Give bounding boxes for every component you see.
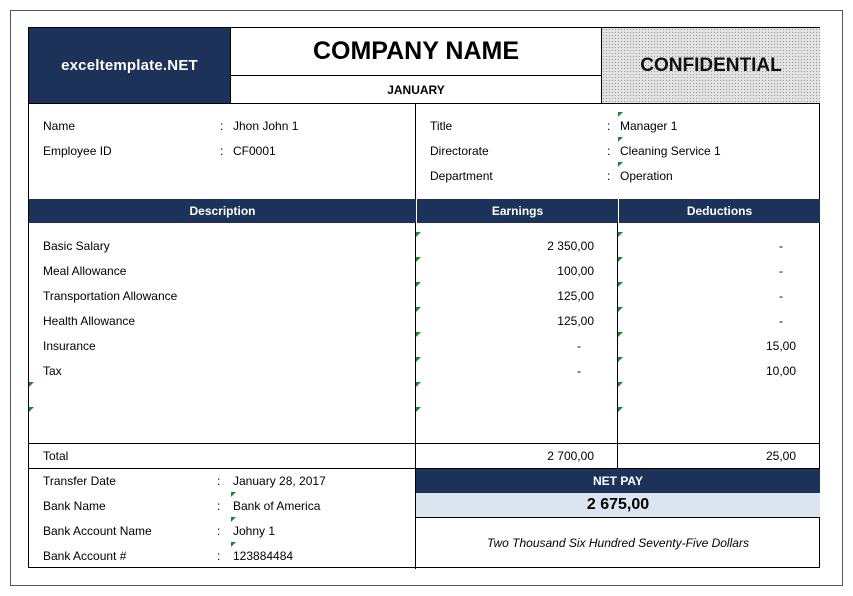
pay-month: JANUARY	[387, 82, 445, 97]
deductions-header: Deductions	[618, 199, 820, 223]
net-pay-in-words: Two Thousand Six Hundred Seventy-Five Dollars	[487, 536, 749, 550]
cell-marker	[231, 492, 236, 497]
cell-marker	[416, 257, 421, 262]
total-label: Total	[43, 449, 69, 463]
bank-account-name-label: Bank Account Name	[43, 524, 152, 538]
cell-marker	[618, 282, 623, 287]
separator: :	[217, 499, 221, 513]
cell-marker	[618, 357, 623, 362]
deductions-cell: -	[779, 314, 783, 328]
separator: :	[220, 144, 224, 158]
cell-marker	[231, 517, 236, 522]
table-row: Health Allowance	[43, 314, 136, 328]
cell-marker	[618, 232, 623, 237]
cell-marker	[416, 407, 421, 412]
directorate-value: Cleaning Service 1	[620, 144, 721, 158]
deductions-cell: -	[779, 289, 783, 303]
cell-marker	[618, 162, 623, 167]
cell-marker	[29, 382, 34, 387]
separator: :	[607, 119, 611, 133]
table-row: Meal Allowance	[43, 264, 127, 278]
cell-marker	[618, 257, 623, 262]
description-header: Description	[29, 199, 416, 223]
cell-marker	[618, 382, 623, 387]
cell-marker	[29, 407, 34, 412]
name-label: Name	[43, 119, 76, 133]
cell-marker	[618, 307, 623, 312]
earnings-cell: 125,00	[557, 314, 594, 328]
cell-marker	[618, 407, 623, 412]
title-value: Manager 1	[620, 119, 678, 133]
earnings-header: Earnings	[416, 199, 618, 223]
earnings-cell: -	[577, 339, 581, 353]
separator: :	[217, 524, 221, 538]
cell-marker	[416, 282, 421, 287]
total-deductions: 25,00	[765, 449, 796, 463]
department-label: Department	[430, 169, 493, 183]
bank-account-number-value: 123884484	[233, 549, 294, 563]
transfer-date-label: Transfer Date	[43, 474, 116, 488]
earnings-cell: 100,00	[557, 264, 594, 278]
cell-marker	[231, 542, 236, 547]
cell-marker	[416, 357, 421, 362]
separator: :	[217, 474, 221, 488]
deductions-cell: 10,00	[765, 364, 796, 378]
payslip-sheet	[28, 27, 820, 568]
title-label: Title	[430, 119, 453, 133]
divider	[415, 103, 416, 199]
divider	[29, 443, 820, 444]
bank-account-name-value: Johny 1	[233, 524, 276, 538]
bank-name-label: Bank Name	[43, 499, 106, 513]
earnings-cell: -	[577, 364, 581, 378]
deductions-cell: -	[779, 264, 783, 278]
earnings-cell: 125,00	[557, 289, 594, 303]
name-value: Jhon John 1	[233, 119, 299, 133]
directorate-label: Directorate	[430, 144, 489, 158]
deductions-cell: -	[779, 239, 783, 253]
total-earnings: 2 700,00	[547, 449, 594, 463]
earnings-cell: 2 350,00	[547, 239, 594, 253]
bank-name-value: Bank of America	[233, 499, 321, 513]
separator: :	[607, 144, 611, 158]
cell-marker	[618, 137, 623, 142]
net-pay-header: NET PAY	[416, 469, 820, 493]
separator: :	[217, 549, 221, 563]
cell-marker	[618, 112, 623, 117]
bank-account-number-label: Bank Account #	[43, 549, 127, 563]
department-value: Operation	[620, 169, 673, 183]
confidential-stamp: CONFIDENTIAL	[601, 28, 820, 103]
cell-marker	[416, 382, 421, 387]
separator: :	[220, 119, 224, 133]
employee-id-value: CF0001	[233, 144, 276, 158]
cell-marker	[416, 307, 421, 312]
table-row: Insurance	[43, 339, 96, 353]
company-name: COMPANY NAME	[231, 28, 601, 76]
table-row: Tax	[43, 364, 62, 378]
cell-marker	[416, 332, 421, 337]
logo: exceltemplate.NET	[29, 28, 231, 103]
table-row: Transportation Allowance	[43, 289, 178, 303]
deductions-cell: 15,00	[765, 339, 796, 353]
separator: :	[607, 169, 611, 183]
divider	[29, 103, 820, 104]
transfer-date-value: January 28, 2017	[233, 474, 326, 488]
cell-marker	[416, 232, 421, 237]
employee-id-label: Employee ID	[43, 144, 112, 158]
cell-marker	[618, 332, 623, 337]
net-pay-amount: 2 675,00	[416, 493, 820, 518]
table-row: Basic Salary	[43, 239, 110, 253]
